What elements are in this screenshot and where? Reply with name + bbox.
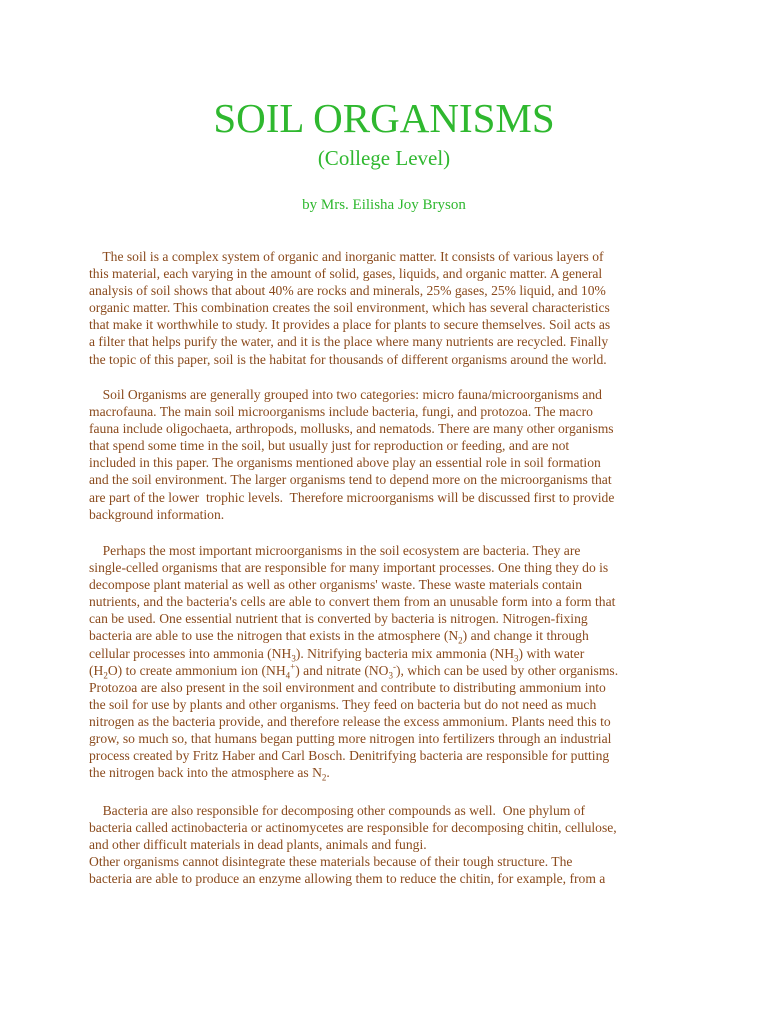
text-line: a filter that helps purify the water, and it is the place where many nutrients are recycled. Finally [89,334,609,350]
text-line: background information. [89,506,225,522]
document-subtitle: (College Level) [317,146,451,170]
text-line: analysis of soil shows that about 40% are rocks and minerals, 25% gases, 25% liquid, and 10% [89,283,606,299]
subscript: 3 [291,653,296,664]
text-line: bacteria called actinobacteria or actinomycetes are responsible for decomposing chitin, cellulose, [89,820,617,836]
text-line: are part of the lower trophic levels. Therefore microorganisms will be discussed first to provide [89,489,615,505]
subscript: 3 [514,653,519,664]
text-segment: the nitrogen back into the atmosphere as N [89,765,322,781]
paragraph-1 [89,248,679,368]
subscript: 3 [388,670,393,681]
text-line: Perhaps the most important microorganisms in the soil ecosystem are bacteria. They are [89,543,581,558]
author-byline: by Mrs. Eilisha Joy Bryson [302,197,466,213]
text-segment: ). Nitrifying bacteria mix ammonia (NH [295,645,515,661]
text-line: the topic of this paper, soil is the habitat for thousands of different organisms around the world. [89,351,607,367]
document-title: SOIL ORGANISMS [213,95,555,141]
text-line: fauna include oligochaeta, arthropods, mollusks, and nematods. There are many other organisms [89,421,614,437]
text-segment: (H [89,662,104,678]
text-line: Protozoa are also present in the soil environment and contribute to distributing ammonium into [89,679,606,695]
text-line: grow, so much so, that humans began putting more nitrogen into fertilizers through an industrial [89,731,612,747]
text-segment: bacteria are able to use the nitrogen that exists in the atmosphere (N [89,628,459,644]
paragraph-4 [89,802,679,887]
text-line: this material, each varying in the amount of solid, gases, liquids, and organic matter. A general [89,266,603,282]
text-segment: ), which can be used by other organisms. [395,662,619,678]
text-line: decompose plant material as well as other organisms' waste. These waste materials contain [89,577,583,593]
text-line: macrofauna. The main soil microorganisms include bacteria, fungi, and protozoa. The macro [89,404,593,420]
subscript: 4 [285,670,291,681]
text-line: Other organisms cannot disintegrate these materials because of their tough structure. The [89,854,573,870]
text-line [89,627,679,647]
text-line: single-celled organisms that are responsible for many important processes. One thing they do is [89,560,609,576]
text-line: process created by Fritz Haber and Carl Bosch. Denitrifying bacteria are responsible for putting [89,748,610,764]
text-line: that make it worthwhile to study. It provides a place for plants to secure themselves. Soil acts as [89,317,611,333]
text-line [89,645,679,662]
text-segment: ) with water [518,645,585,661]
text-line: Bacteria are also responsible for decomposing other compounds as well. One phylum of [89,803,586,818]
paragraph-2 [89,386,679,523]
text-line [89,764,679,781]
text-line: nitrogen as the bacteria provide, and therefore release the excess ammonium. Plants need this to [89,713,611,729]
text-segment: cellular processes into ammonia (NH [89,645,292,661]
paragraph-3 [89,542,679,781]
text-line: nutrients, and the bacteria's cells are able to convert them from an unusable form into a form that [89,594,616,610]
text-line: included in this paper. The organisms mentioned above play an essential role in soil formation [89,455,601,471]
superscript: + [290,661,296,672]
text-line: organic matter. This combination creates the soil environment, which has several characteristics [89,300,610,316]
text-segment: ) and nitrate (NO [295,662,389,678]
subscript: 2 [321,772,327,783]
superscript: - [392,661,396,672]
text-line [89,662,679,679]
text-line: bacteria are able to produce an enzyme allowing them to reduce the chitin, for example, from a [89,871,606,887]
text-line: Soil Organisms are generally grouped into two categories: micro fauna/microorganisms and [89,387,602,402]
text-segment: O) to create ammonium ion (NH [107,662,286,678]
text-line: the soil for use by plants and other organisms. They feed on bacteria but do not need as much [89,696,597,712]
text-line: can be used. One essential nutrient that is converted by bacteria is nitrogen. Nitrogen-fixing [89,611,588,627]
text-line: that spend some time in the soil, but usually just for reproduction or feeding, and are not [89,438,570,454]
text-line: and the soil environment. The larger organisms tend to depend more on the microorganisms that [89,472,612,488]
text-segment: ) and change it through [462,628,589,644]
text-segment: . [326,765,330,781]
text-line: and other difficult materials in dead plants, animals and fungi. [89,837,427,853]
subscript: 2 [458,636,463,647]
text-line: The soil is a complex system of organic and inorganic matter. It consists of various layers of [89,249,604,264]
subscript: 2 [103,670,108,681]
